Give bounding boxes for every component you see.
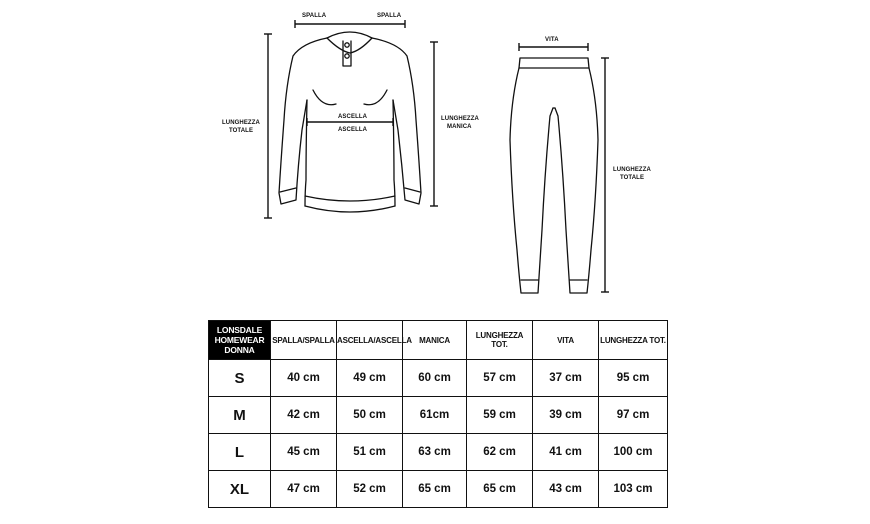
column-header-armpit: ASCELLA/ASCELLA (337, 321, 403, 360)
table-cell: 103 cm (599, 471, 668, 508)
brand-line: HOMEWEAR (214, 335, 265, 345)
table-row (209, 434, 668, 471)
pants-total-length-label-2: TOTALE (620, 175, 645, 181)
column-header-waist: VITA (533, 321, 599, 360)
pants-total-length-label-1: LUNGHEZZA (613, 167, 651, 173)
table-cell: 37 cm (533, 360, 599, 397)
table-header-row (209, 321, 668, 360)
table-cell: 59 cm (467, 397, 533, 434)
size-cell: XL (209, 471, 271, 508)
column-header-sleeve: MANICA (403, 321, 467, 360)
table-cell: 100 cm (599, 434, 668, 471)
table-cell: 43 cm (533, 471, 599, 508)
armpit-top-label: ASCELLA (338, 114, 368, 120)
table-cell: 41 cm (533, 434, 599, 471)
sleeve-length-label-1: LUNGHEZZA (441, 116, 479, 122)
column-header-pants-length: LUNGHEZZA TOT. (599, 321, 668, 360)
table-cell: 39 cm (533, 397, 599, 434)
sleeve-length-label-2: MANICA (447, 124, 472, 130)
top-total-length-label-1: LUNGHEZZA (222, 120, 260, 126)
table-row (209, 360, 668, 397)
waist-label: VITA (545, 37, 559, 43)
brand-header (209, 321, 271, 360)
table-cell: 47 cm (271, 471, 337, 508)
table-cell: 62 cm (467, 434, 533, 471)
table-cell: 40 cm (271, 360, 337, 397)
table-cell: 63 cm (403, 434, 467, 471)
table-cell: 51 cm (337, 434, 403, 471)
table-row (209, 471, 668, 508)
table-cell: 42 cm (271, 397, 337, 434)
table-cell: 65 cm (467, 471, 533, 508)
size-chart-table (208, 320, 668, 508)
shoulder-left-label: SPALLA (302, 13, 327, 19)
table-cell: 95 cm (599, 360, 668, 397)
shoulder-right-label: SPALLA (377, 13, 402, 19)
pants-drawing (510, 58, 598, 293)
table-cell: 50 cm (337, 397, 403, 434)
pants-measure-lines (519, 43, 609, 292)
size-cell: M (209, 397, 271, 434)
size-cell: L (209, 434, 271, 471)
table-cell: 97 cm (599, 397, 668, 434)
table-cell: 57 cm (467, 360, 533, 397)
table-cell: 49 cm (337, 360, 403, 397)
column-header-top-length: LUNGHEZZA TOT. (467, 321, 533, 360)
brand-line: LONSDALE (216, 325, 263, 335)
brand-line: DONNA (224, 345, 255, 355)
size-cell: S (209, 360, 271, 397)
top-total-length-label-2: TOTALE (229, 128, 254, 134)
column-header-shoulder: SPALLA/SPALLA (271, 321, 337, 360)
table-cell: 52 cm (337, 471, 403, 508)
table-cell: 65 cm (403, 471, 467, 508)
table-cell: 45 cm (271, 434, 337, 471)
table-row (209, 397, 668, 434)
table-cell: 61cm (403, 397, 467, 434)
armpit-bottom-label: ASCELLA (338, 127, 368, 133)
table-cell: 60 cm (403, 360, 467, 397)
